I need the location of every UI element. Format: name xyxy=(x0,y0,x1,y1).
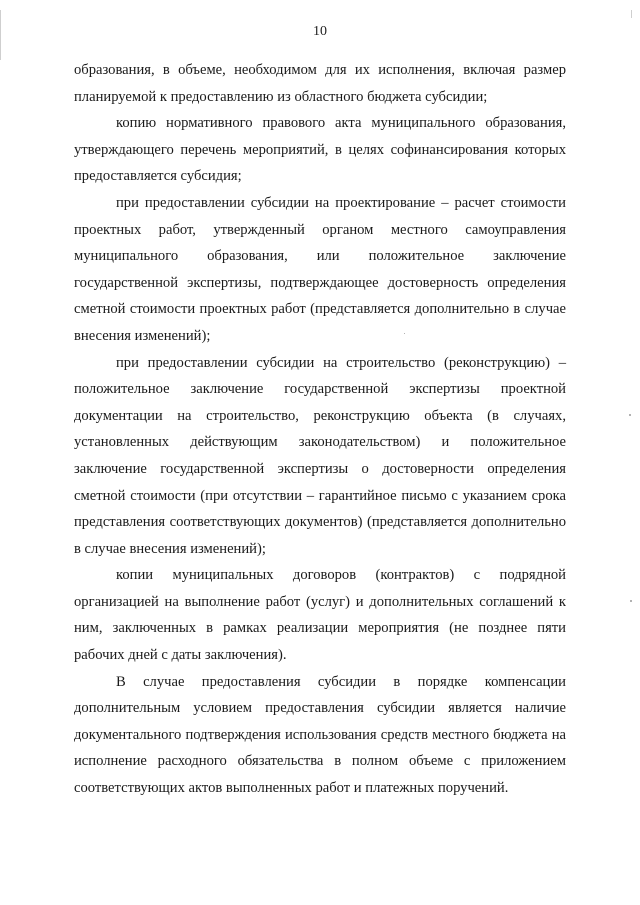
scan-edge-right xyxy=(631,10,632,18)
paragraph-municipal-contracts: копии муниципальных договоров (контрактов) с подрядной организацией на выполнение работ (услуг) и дополнительных соглашений к ним, заключенных в рамках реализации мероприятия (не позднее пяти рабочих дней с даты заключения). xyxy=(74,567,566,664)
page-number: 10 xyxy=(313,24,327,39)
paragraph-construction-subsidy: при предоставлении субсидии на строительство (реконструкцию) – положительное заключение государственной экспертизы проектной документации на строительство, реконструкцию объекта (в случаях, установленных действующим законодательством) и положительное заключение государственной экспертизы о достоверности определения сметной стоимости (при отсутствии – гарантийное письмо с указанием срока представления соответствующих документов) (представляется дополнительно в случае внесения изменений); xyxy=(74,354,566,557)
paragraph-design-subsidy: при предоставлении субсидии на проектирование – расчет стоимости проектных работ, утвержденный органом местного самоуправления муниципального образования, или положительное заключение государственной экспертизы, подтверждающее достоверность определения сметной стоимости проектных работ (представляется дополнительно в случае внесения изменений); xyxy=(74,194,566,344)
paragraph-normative-act: копию нормативного правового акта муниципального образования, утверждающего перечень мероприятий, в целях софинансирования которых предоставляется субсидия; xyxy=(74,115,566,185)
scan-speck xyxy=(630,600,632,602)
paragraph-continuation: образования, в объеме, необходимом для их исполнения, включая размер планируемой к предоставлению из областного бюджета субсидии; xyxy=(74,62,566,105)
scan-speck xyxy=(629,414,631,416)
paragraph-compensation: В случае предоставления субсидии в порядке компенсации дополнительным условием предоставления субсидии является наличие документального подтверждения использования средств местного бюджета на исполнение расходного обязательства в полном объеме с приложением соответствующих актов выполненных работ и платежных поручений. xyxy=(74,673,566,797)
document-body xyxy=(74,57,566,802)
